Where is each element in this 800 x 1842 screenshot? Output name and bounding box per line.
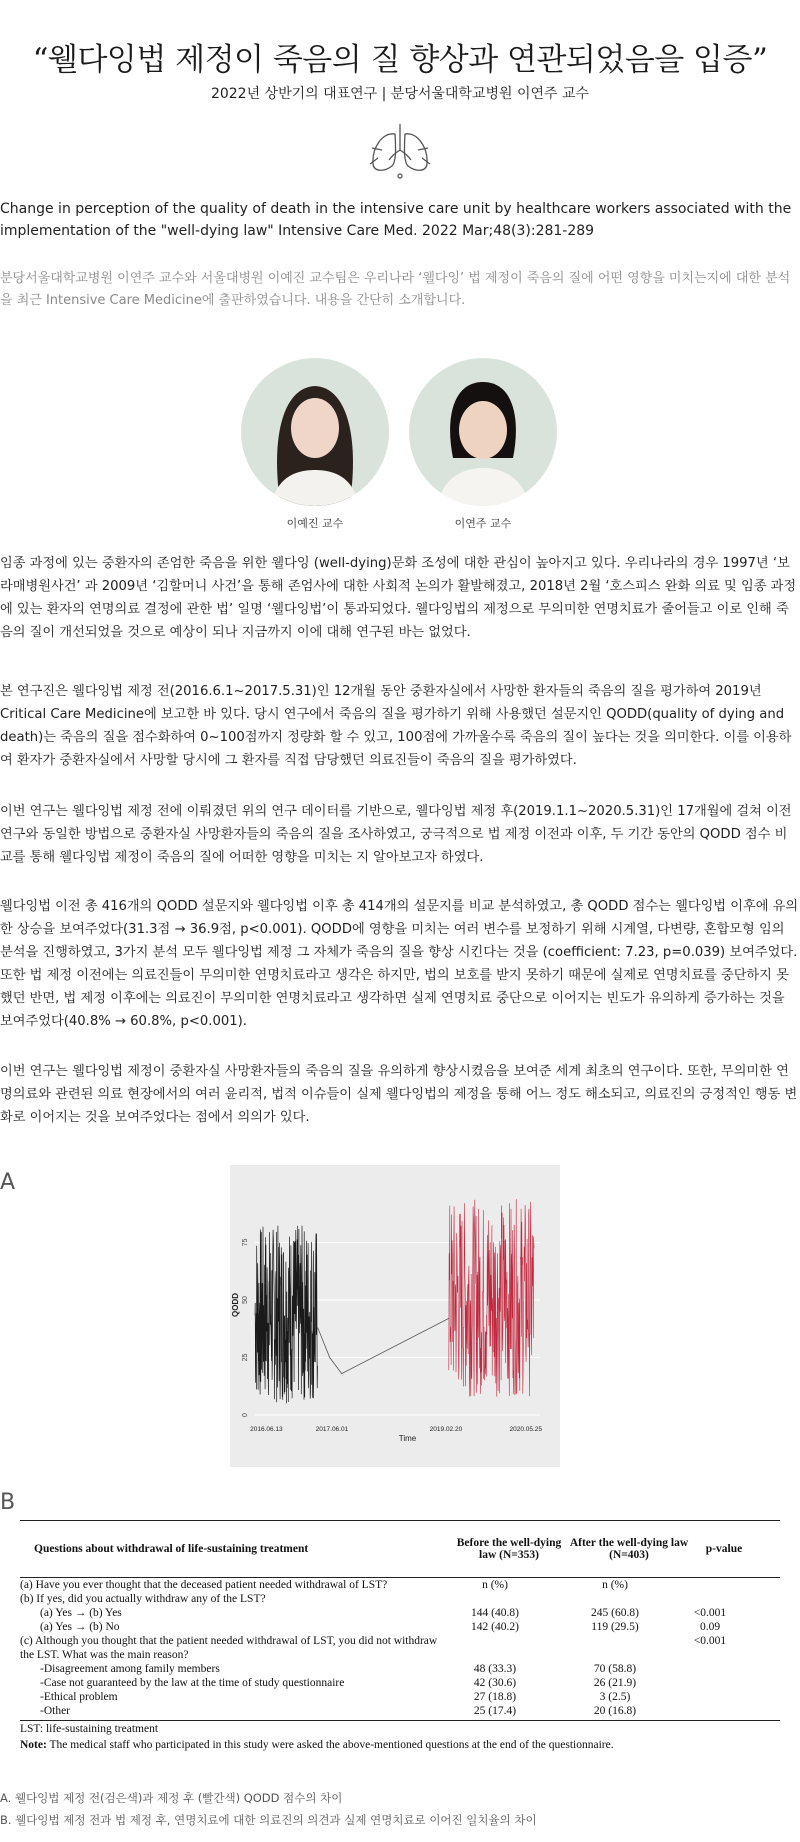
table-cell-p [680, 1690, 740, 1704]
y-tick-label: 50 [242, 1296, 249, 1304]
table-cell-after: n (%) [602, 1579, 628, 1591]
table-cell-question: -Ethical problem [40, 1691, 118, 1703]
table-cell-after: 20 (16.8) [593, 1705, 637, 1717]
body-paragraph: 임종 과정에 있는 중환자의 존엄한 죽음을 위한 웰다잉 (well-dying)문화 조성에 대한 관심이 높아지고 있다. 우리나라의 경우 1997년 ‘보라매병원사건’ 과 2009년 ‘김할머니 사건’을 통해 존엄사에 대한 사회적 논의가 활발해졌고, 2018년 2월 ‘호스피스 완화 의료 및 임종 과정에 있는 환자의 연명의료 결정에 관한 법’ 일명 ‘웰다잉법’이 통과되었다. 웰다잉법의 제정으로 무의미한 연명치료가 줄어들고 이로 인해 죽음의 질이 개선되었을 것으로 예상이 되나 지금까지 이에 대해 연구된 바는 없었다. [0, 556, 797, 640]
intro-paragraph: 분당서울대학교병원 이연주 교수와 서울대병원 이예진 교수팀은 우리나라 ‘웰다잉’ 법 제정이 죽음의 질에 어떤 영향을 미치는지에 대한 분석을 최근 Intensive Care Medicine에 출판하였습니다. 내용을 간단히 소개합니다. [0, 271, 791, 308]
page-title: “웰다잉법 제정이 죽음의 질 향상과 연관되었음을 입증” [32, 42, 768, 78]
x-tick-label: 2019.02.20 [429, 1426, 463, 1433]
table-cell-before: 42 (30.6) [473, 1677, 517, 1689]
y-axis-label: QODD [231, 1293, 240, 1317]
table-cell-before: n (%) [482, 1579, 508, 1591]
table-cell-before: 25 (17.4) [473, 1705, 517, 1717]
body-paragraph: 이번 연구는 웰다잉법 제정 전에 이뤄졌던 위의 연구 데이터를 기반으로, 웰다잉법 제정 후(2019.1.1~2020.5.31)인 17개월에 걸쳐 이전 연구와 동일한 방법으로 중환자실 사망환자들의 죽음의 질을 조사하였고, 궁극적으로 법 제정 이전과 이후, 두 기간 동안의 QODD 점수 비교를 통해 웰다잉법 제정이 죽음의 질에 어떠한 영향을 미치는 지 알아보고자 하였다. [0, 804, 792, 865]
table-cell-question: (b) If yes, did you actually withdraw any of the LST? [20, 1593, 266, 1605]
lungs-icon [364, 120, 436, 182]
caption-a: A. 웰다잉법 제정 전(검은색)과 제정 후 (빨간색) QODD 점수의 차이 [0, 1791, 343, 1805]
table-header-cell: After the well-dying law (N=403) [569, 1537, 689, 1561]
series-before-line [255, 1226, 318, 1404]
citation: Change in perception of the quality of death in the intensive care unit by healthcare workers associated with the implementation of the "well-dying law" Intensive Care Med. 2022 Mar;48(3):281-289 [0, 201, 792, 239]
table-row [20, 1592, 780, 1606]
series-after-line [449, 1199, 534, 1397]
table-row [20, 1704, 780, 1718]
table-row [20, 1676, 780, 1690]
x-tick-label: 2016.06.13 [250, 1426, 283, 1433]
table-cell-after: 119 (29.5) [591, 1621, 639, 1633]
person-icon [409, 358, 557, 506]
person-icon [241, 358, 389, 506]
table-cell-after: 70 (58.8) [593, 1663, 637, 1675]
body-paragraph: 본 연구진은 웰다잉법 제정 전(2016.6.1~2017.5.31)인 12개월 동안 중환자실에서 사망한 환자들의 죽음의 질을 평가하여 2019년 Critical Care Medicine에 보고한 바 있다. 당시 연구에서 죽음의 질을 평가하기 위해 사용했던 설문지인 QODD(quality of dying and death)는 죽음의 질을 점수화하여 0~100점까지 정량화 할 수 있고, 100점에 가까울수록 죽음의 질이 높다는 것을 의미한다. 이를 이용하여 환자가 중환자실에서 사망할 당시에 그 환자를 직접 담당했던 의료진들이 죽음의 질을 평가하였다. [0, 684, 792, 768]
table-cell-before: 48 (33.3) [473, 1663, 517, 1675]
body-paragraph: 이번 연구는 웰다잉법 제정이 중환자실 사망환자들의 죽음의 질을 유의하게 향상시켰음을 보여준 세계 최초의 연구이다. 또한, 무의미한 연명의료와 관련된 의료 현장에서의 여러 윤리적, 법적 이슈들이 실제 웰다잉법의 제정을 통해 어느 정도 해소되고, 의료진의 긍정적인 행동 변화로 이어지는 것을 보여주었다는 점에서 의의가 있다. [0, 1064, 798, 1125]
table-cell-before [440, 1592, 550, 1606]
table-row [20, 1578, 780, 1592]
page-subtitle: 2022년 상반기의 대표연구 | 분당서울대학교병원 이연주 교수 [210, 86, 590, 102]
y-tick-label: 0 [242, 1413, 249, 1417]
x-tick-label: 2017.06.01 [315, 1426, 349, 1433]
table-cell-before: 27 (18.8) [473, 1691, 517, 1703]
table-cell-p [680, 1662, 740, 1676]
table-note-text: The medical staff who participated in this study were asked the above-mentioned questions at the end of the questionnaire. [46, 1739, 614, 1751]
table-cell-after: 3 (2.5) [599, 1691, 631, 1703]
table-cell-question: (a) Yes → (b) Yes [40, 1607, 122, 1619]
table-cell-before: 142 (40.2) [471, 1621, 519, 1633]
table-row [20, 1620, 780, 1634]
table-cell-after [550, 1592, 680, 1606]
table-row [20, 1634, 780, 1662]
table-header-row [20, 1521, 780, 1577]
table-cell-question: (c) Although you thought that the patient needed withdrawal of LST, you did not withdraw the LST. What was the main reason? [20, 1635, 438, 1661]
table-cell-p [680, 1676, 740, 1690]
table-cell-question: (a) Have you ever thought that the deceased patient needed withdrawal of LST? [20, 1579, 388, 1591]
withdrawal-table [20, 1520, 800, 1753]
table-note [20, 1737, 780, 1753]
body-paragraph: 웰다잉법 이전 총 416개의 QODD 설문지와 웰다잉법 이후 총 414개의 설문지를 비교 분석하였고, 총 QODD 점수는 웰다잉법 이후에 유의한 상승을 보여주었다(31.3점 → 36.9점, p<0.001). QODD에 영향을 미치는 여러 변수를 보정하기 위해 시계열, 다변량, 혼합모형 임의 분석을 진행하였고, 3가지 분석 모두 웰다잉법 제정 그 자체가 죽음의 질을 향상 시킨다는 것을 (coefficient: 7.23, p=0.039) 보여주었다. 또한 법 제정 이전에는 의료진들이 무의미한 연명치료라고 생각은 하지만, 법의 보호를 받지 못하기 때문에 실제로 연명치료를 중단하지 못했던 반면, 법 제정 이후에는 의료진이 무의미한 연명치료라고 생각하면 실제 연명치료 중단으로 이어지는 빈도가 유의하게 증가하는 것을 보여주었다(40.8% → 60.8%, p<0.001). [0, 899, 799, 1029]
x-tick-label: 2020.05.25 [509, 1426, 543, 1433]
qodd-time-series-chart [230, 1165, 560, 1467]
series-gap-connector [318, 1318, 449, 1373]
table-cell-p [680, 1592, 740, 1606]
caption-b: B. 웰다잉법 제정 전과 법 제정 후, 연명치료에 대한 의료진의 의견과 실제 연명치료로 이어진 일치율의 차이 [0, 1813, 537, 1827]
table-cell-after: 245 (60.8) [591, 1607, 639, 1619]
table-cell-after [550, 1634, 680, 1662]
table-cell-p: <0.001 [693, 1635, 727, 1647]
table-header-cell: Before the well-dying law (N=353) [456, 1537, 562, 1561]
y-tick-label: 75 [242, 1238, 249, 1247]
table-cell-p: 0.09 [699, 1621, 721, 1633]
table-cell-p [680, 1578, 740, 1592]
y-tick-label: 25 [242, 1353, 249, 1362]
table-cell-question: -Disagreement among family members [40, 1663, 220, 1675]
panel-label-a: A [0, 1170, 16, 1195]
table-row [20, 1606, 780, 1620]
table-cell-question: -Case not guaranteed by the law at the time of study questionnaire [40, 1677, 345, 1689]
table-cell-p [680, 1704, 740, 1718]
table-cell-question: (a) Yes → (b) No [40, 1621, 120, 1633]
table-body [20, 1520, 780, 1753]
table-cell-before: 144 (40.8) [471, 1607, 519, 1619]
portrait-photo [241, 358, 389, 506]
photo-label: 이연주 교수 [454, 517, 512, 530]
table-header-cell: p-value [705, 1543, 743, 1555]
table-cell-before [440, 1634, 550, 1662]
panel-label-b: B [0, 1490, 16, 1515]
photo-label: 이예진 교수 [286, 517, 344, 530]
x-axis-label: Time [398, 1434, 417, 1443]
table-cell-question: -Other [40, 1705, 71, 1717]
table-row [20, 1690, 780, 1704]
portrait-photo [409, 358, 557, 506]
table-footnote: LST: life-sustaining treatment [20, 1723, 159, 1735]
table-cell-p: <0.001 [693, 1607, 727, 1619]
table-row [20, 1662, 780, 1676]
table-header-cell: Questions about withdrawal of life-sustaining treatment [34, 1543, 309, 1555]
table-cell-after: 26 (21.9) [593, 1677, 637, 1689]
table-note-label: Note: [20, 1739, 47, 1751]
